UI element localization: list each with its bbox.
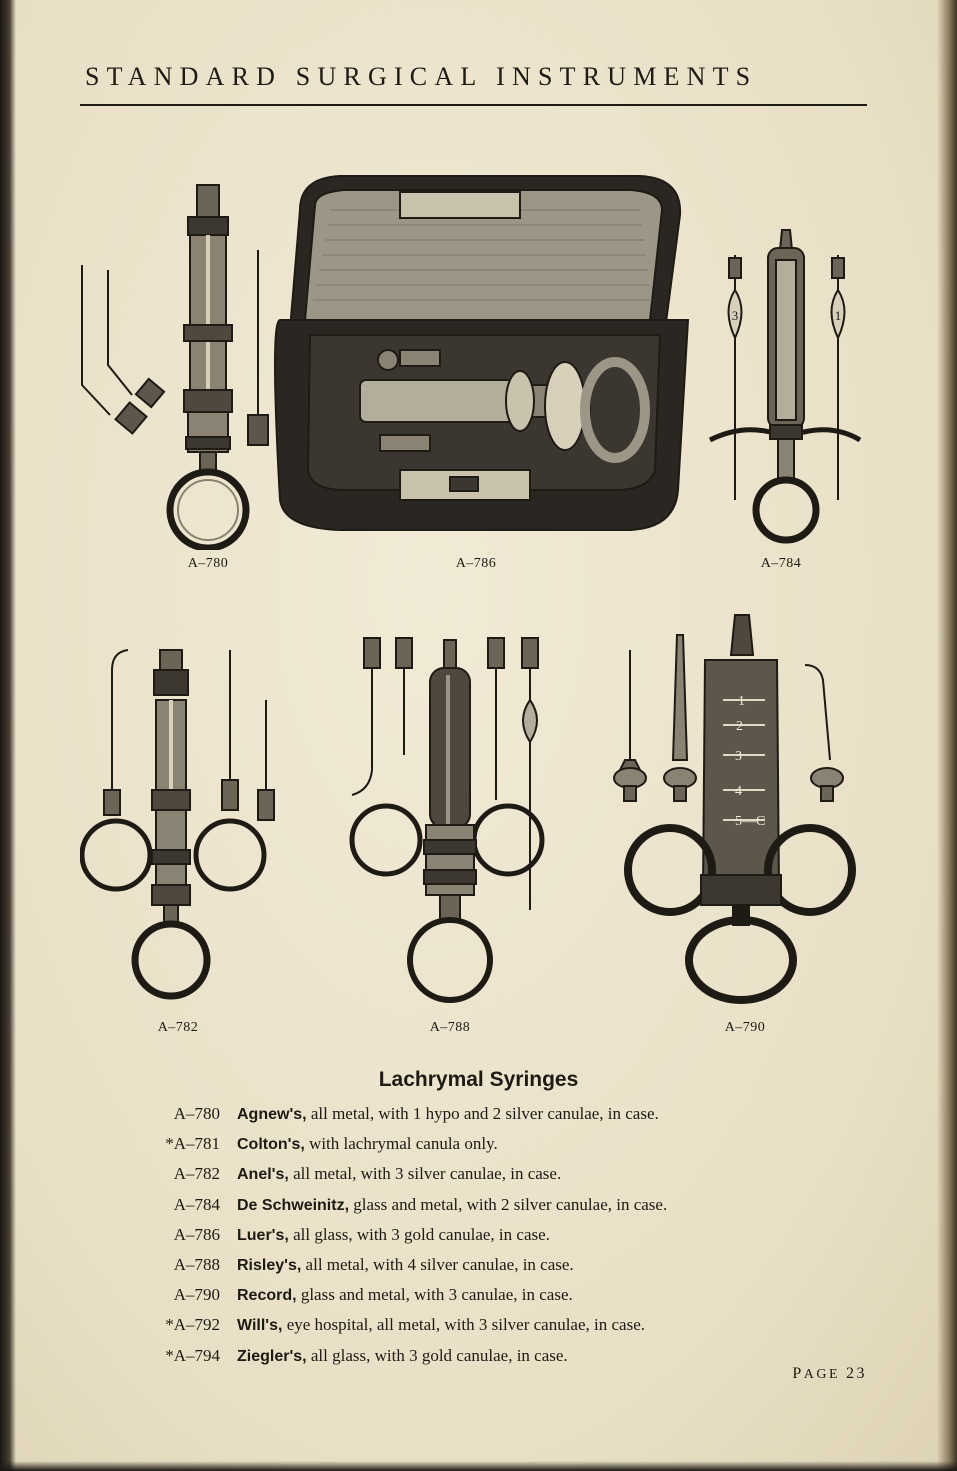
syringe-a788-illustration [340,630,560,1020]
item-code: A–780 [173,1104,220,1123]
item-name: Risley's, [237,1256,302,1274]
item-description: all metal, with 1 hypo and 2 silver canulae, in case. [306,1104,659,1123]
section-title: Lachrymal Syringes [378,1068,579,1091]
page-label-initial: P [792,1365,804,1382]
list-item [140,1285,860,1315]
list-item [140,1346,860,1376]
syringe-a780-illustration [70,175,270,550]
a790-scale-1: 1 [738,694,745,709]
item-description: eye hospital, all metal, with 3 silver canulae, in case. [282,1315,645,1335]
item-name: Record, [237,1287,297,1305]
a790-scale-5: 5—C [735,814,766,829]
list-item [140,1225,860,1255]
item-name: Colton's, [237,1136,305,1154]
item-code: *A–781 [165,1134,220,1154]
item-name: Luer's, [237,1226,289,1244]
a790-scale-4: 4 [735,784,742,799]
a784-right-tag: 1 [834,308,842,323]
list-item [140,1255,860,1285]
item-code: A–786 [173,1224,220,1244]
item-description: glass and metal, with 2 silver canulae, in case. [349,1194,668,1214]
item-description: all metal, with 3 silver canulae, in case. [288,1164,562,1184]
figure-caption-a782: A–782 [157,1020,199,1035]
figure-caption-a790: A–790 [724,1020,766,1035]
list-item [140,1164,860,1194]
item-description: all glass, with 3 gold canulae, in case. [306,1345,568,1365]
page-shadow-left [0,0,16,1471]
a784-left-tag: 3 [731,308,739,323]
a790-scale-2: 2 [736,719,743,734]
item-code: A–782 [173,1164,220,1184]
product-list [140,1104,860,1376]
a790-scale-3: 3 [735,749,742,764]
list-item [140,1195,860,1225]
header-rule [80,104,867,106]
figure-caption-a784: A–784 [760,556,802,571]
page-number-value: 23 [846,1365,867,1382]
figure-caption-a788: A–788 [429,1020,471,1035]
item-name: De Schweinitz, [237,1196,350,1214]
item-name: Agnew's, [237,1106,307,1123]
page-number [792,1365,867,1383]
item-code: A–788 [173,1254,220,1274]
page-shadow-bottom [0,1461,957,1471]
page-shadow-right [937,0,957,1471]
page-label-rest: AGE [803,1367,840,1382]
item-name: Anel's, [237,1166,289,1184]
item-description: glass and metal, with 3 canulae, in case. [296,1285,573,1305]
item-description: all glass, with 3 gold canulae, in case. [288,1224,550,1244]
syringe-a782-illustration [80,640,290,1015]
list-item [140,1134,860,1164]
item-name: Ziegler's, [237,1347,307,1365]
figure-caption-a786: A–786 [455,556,497,571]
page-header: STANDARD SURGICAL INSTRUMENTS [85,62,758,91]
item-code: *A–794 [165,1345,220,1365]
list-item [140,1315,860,1345]
item-description: all metal, with 4 silver canulae, in case. [301,1254,574,1274]
item-description: with lachrymal canula only. [304,1134,498,1154]
item-code: A–784 [173,1194,220,1214]
syringe-case-a786-illustration [270,170,690,550]
syringe-a790-illustration [605,610,865,1010]
item-code: A–790 [173,1285,220,1305]
list-item [140,1104,860,1134]
figure-caption-a780: A–780 [187,556,229,571]
syringe-a784-illustration [700,220,870,550]
item-code: *A–792 [165,1315,220,1335]
item-name: Will's, [237,1317,283,1335]
